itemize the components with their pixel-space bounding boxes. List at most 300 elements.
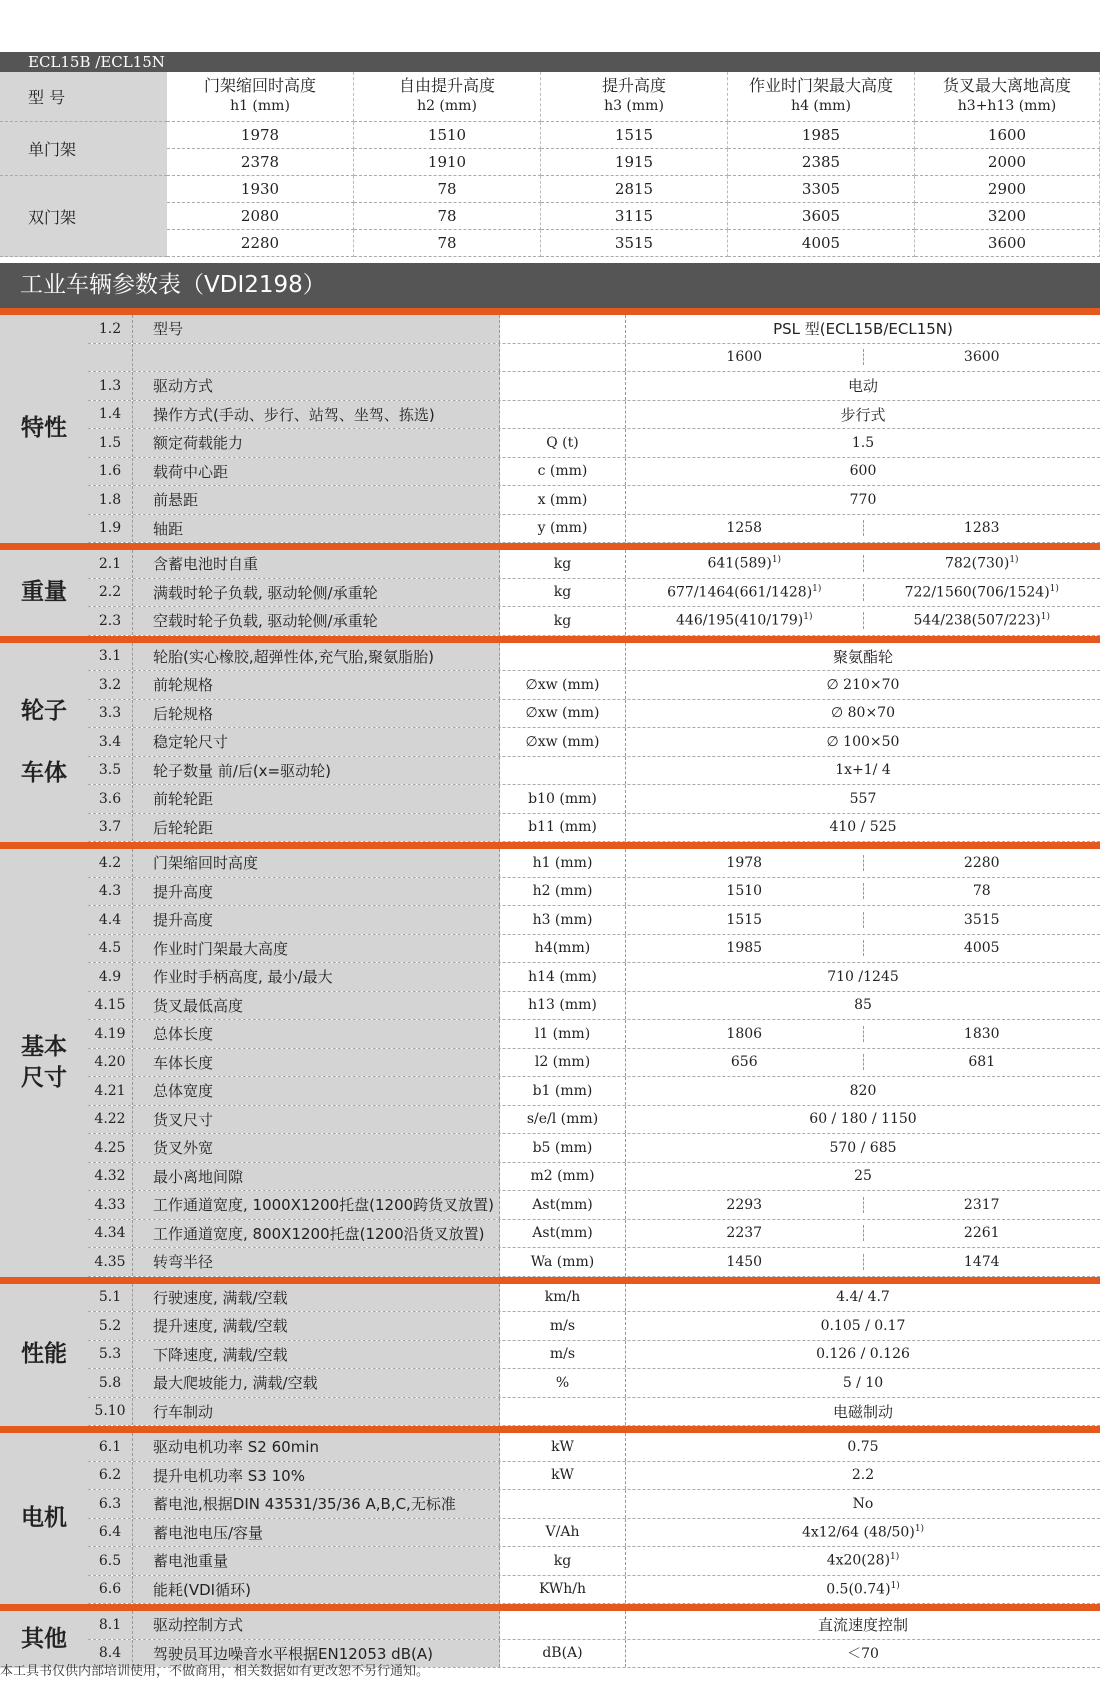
row-number: 4.34 bbox=[88, 1220, 133, 1248]
row-unit: l2 (mm) bbox=[500, 1049, 626, 1077]
row-number: 6.4 bbox=[88, 1519, 133, 1547]
row-value bbox=[626, 550, 1100, 578]
row-name: 最大爬坡能力, 满载/空载 bbox=[133, 1369, 500, 1397]
table-row bbox=[88, 849, 1100, 878]
value-cell: 4x12/64 $(48/50)^{1)}$ bbox=[801, 1523, 925, 1541]
value-cell: 聚氨酯轮 bbox=[832, 647, 893, 666]
value-cell: 570 / 685 bbox=[829, 1139, 897, 1156]
table-row bbox=[88, 344, 1100, 373]
mast-cell: 3600 bbox=[915, 230, 1100, 257]
row-value bbox=[626, 458, 1100, 486]
mast-column-header bbox=[728, 72, 915, 122]
row-name: 轮子数量 前/后(x=驱动轮) bbox=[133, 757, 500, 785]
row-value bbox=[626, 906, 1100, 934]
row-unit: y (mm) bbox=[500, 515, 626, 543]
row-number: 4.32 bbox=[88, 1163, 133, 1191]
row-number: 1.3 bbox=[88, 372, 133, 400]
value-cell: 2317 bbox=[963, 1196, 1000, 1213]
value-cell: $0.5(0.74)^{1)}$ bbox=[826, 1580, 900, 1598]
mast-cell: 3605 bbox=[728, 203, 915, 230]
value-cell: $544/238(507/223)^{1)}$ bbox=[913, 612, 1050, 630]
value-cell: 1x+1/ 4 bbox=[835, 762, 891, 779]
mast-column-header bbox=[167, 72, 354, 122]
row-unit bbox=[500, 1398, 626, 1426]
table-row bbox=[88, 935, 1100, 964]
row-value bbox=[626, 1576, 1100, 1604]
mast-column-title: 门架缩回时高度 bbox=[203, 76, 316, 95]
value-cell: $677/1464(661/1428)^{1)}$ bbox=[626, 584, 864, 601]
table-row bbox=[88, 728, 1100, 757]
table-row bbox=[88, 1547, 1100, 1576]
value-cell: 直流速度控制 bbox=[817, 1616, 908, 1635]
row-number: 4.20 bbox=[88, 1049, 133, 1077]
mast-column-title: 自由提升高度 bbox=[398, 76, 495, 95]
row-value bbox=[626, 372, 1100, 400]
row-name: 能耗(VDI循环) bbox=[133, 1576, 500, 1604]
row-unit bbox=[500, 315, 626, 343]
value-cell: 1830 bbox=[963, 1025, 1000, 1042]
mast-cell: 2378 bbox=[167, 149, 354, 176]
value-cell: 电动 bbox=[847, 377, 878, 396]
spec-section bbox=[0, 308, 1100, 543]
row-number: 4.3 bbox=[88, 878, 133, 906]
row-value bbox=[626, 1163, 1100, 1191]
row-number: 5.10 bbox=[88, 1398, 133, 1426]
row-value bbox=[626, 1398, 1100, 1426]
row-unit: V/Ah bbox=[500, 1519, 626, 1547]
row-name: 含蓄电池时自重 bbox=[133, 550, 500, 578]
value-cell: 2237 bbox=[626, 1225, 864, 1241]
row-name: 提升高度 bbox=[133, 878, 500, 906]
row-number: 1.4 bbox=[88, 401, 133, 429]
row-value bbox=[626, 1640, 1100, 1668]
value-pair bbox=[626, 1254, 1100, 1270]
value-pair bbox=[626, 883, 1100, 899]
value-cell: 步行式 bbox=[840, 405, 886, 424]
row-unit: Wa (mm) bbox=[500, 1248, 626, 1276]
mast-cell: 1978 bbox=[167, 122, 354, 149]
row-number: 3.6 bbox=[88, 785, 133, 813]
value-cell: 1600 bbox=[626, 349, 864, 365]
row-value bbox=[626, 1611, 1100, 1639]
value-cell: 25 bbox=[854, 1168, 872, 1185]
mast-grid bbox=[0, 72, 1100, 257]
value-pair bbox=[626, 940, 1100, 956]
table-row bbox=[88, 785, 1100, 814]
table-row bbox=[88, 671, 1100, 700]
table-row bbox=[88, 992, 1100, 1021]
row-value bbox=[626, 1077, 1100, 1105]
double-mast-label: 双门架 bbox=[0, 176, 167, 257]
footnote-mark: 1) bbox=[890, 1580, 900, 1591]
row-unit: b5 (mm) bbox=[500, 1134, 626, 1162]
row-number: 4.35 bbox=[88, 1248, 133, 1276]
footnote-mark: 1) bbox=[812, 583, 822, 594]
row-name: 驱动方式 bbox=[133, 372, 500, 400]
value-cell: 2261 bbox=[963, 1225, 1000, 1242]
value-cell: 电磁制动 bbox=[832, 1402, 893, 1421]
row-unit: s/e/l (mm) bbox=[500, 1106, 626, 1134]
row-value bbox=[626, 728, 1100, 756]
section-label: 性能 bbox=[0, 1284, 88, 1427]
value-cell: 770 bbox=[849, 491, 877, 508]
mast-column-unit: h4 (mm) bbox=[791, 98, 851, 114]
row-value bbox=[626, 1134, 1100, 1162]
value-cell: ＜70 bbox=[847, 1646, 879, 1663]
row-name: 额定荷载能力 bbox=[133, 429, 500, 457]
row-number: 6.2 bbox=[88, 1462, 133, 1490]
table-row bbox=[88, 1077, 1100, 1106]
table-row bbox=[88, 486, 1100, 515]
value-pair bbox=[626, 555, 1100, 572]
row-name: 总体长度 bbox=[133, 1020, 500, 1048]
row-name: 车体长度 bbox=[133, 1049, 500, 1077]
row-unit: x (mm) bbox=[500, 486, 626, 514]
row-number: 5.2 bbox=[88, 1312, 133, 1340]
row-number: 3.2 bbox=[88, 671, 133, 699]
table-row bbox=[88, 1248, 1100, 1277]
table-row bbox=[88, 700, 1100, 729]
row-name: 后轮轮距 bbox=[133, 814, 500, 842]
row-number: 6.6 bbox=[88, 1576, 133, 1604]
value-cell: 600 bbox=[849, 463, 877, 480]
mast-column-unit: h3 (mm) bbox=[604, 98, 664, 114]
row-number: 4.33 bbox=[88, 1191, 133, 1219]
mast-cell: 1915 bbox=[541, 149, 728, 176]
value-cell: ∅ 100×50 bbox=[826, 733, 900, 750]
row-value bbox=[626, 700, 1100, 728]
row-unit bbox=[500, 757, 626, 785]
row-name: 货叉最低高度 bbox=[133, 992, 500, 1020]
value-cell: $4x20(28)^{1)}$ bbox=[826, 1552, 900, 1570]
value-cell: 1978 bbox=[626, 855, 864, 871]
row-number: 4.22 bbox=[88, 1106, 133, 1134]
mast-column-title: 作业时门架最大高度 bbox=[748, 76, 893, 95]
row-name bbox=[133, 344, 500, 372]
value-cell: 0.75 bbox=[847, 1438, 879, 1455]
row-value bbox=[626, 579, 1100, 607]
value-cell: 1450 bbox=[626, 1254, 864, 1270]
mast-cell: 2385 bbox=[728, 149, 915, 176]
row-number bbox=[88, 344, 133, 372]
footnote-mark: 1) bbox=[803, 612, 813, 623]
mast-column-header bbox=[915, 72, 1100, 122]
row-name: 行驶速度, 满载/空载 bbox=[133, 1284, 500, 1312]
row-value bbox=[626, 814, 1100, 842]
mast-cell: 2080 bbox=[167, 203, 354, 230]
value-cell: 1258 bbox=[626, 520, 864, 536]
value-cell: 681 bbox=[968, 1054, 996, 1071]
row-unit: h2 (mm) bbox=[500, 878, 626, 906]
footnote-mark: 1) bbox=[1009, 555, 1019, 566]
value-cell: $641(589)^{1)}$ bbox=[626, 555, 864, 572]
table-row bbox=[88, 878, 1100, 907]
row-name: 行车制动 bbox=[133, 1398, 500, 1426]
mast-cell: 1910 bbox=[354, 149, 541, 176]
table-row bbox=[88, 1433, 1100, 1462]
value-cell: 820 bbox=[849, 1082, 877, 1099]
value-cell: 3515 bbox=[963, 911, 1000, 928]
table-row bbox=[88, 1191, 1100, 1220]
value-cell: 1.5 bbox=[851, 434, 875, 451]
value-cell: 656 bbox=[626, 1054, 864, 1070]
table-row bbox=[88, 1462, 1100, 1491]
row-unit: h4(mm) bbox=[500, 935, 626, 963]
row-unit: kg bbox=[500, 1547, 626, 1575]
row-unit: ∅xw (mm) bbox=[500, 671, 626, 699]
row-name: 前轮规格 bbox=[133, 671, 500, 699]
value-cell: 85 bbox=[854, 997, 872, 1014]
mast-cell: 3115 bbox=[541, 203, 728, 230]
row-value bbox=[626, 671, 1100, 699]
footnote-mark: 1) bbox=[771, 555, 782, 566]
row-name: 后轮规格 bbox=[133, 700, 500, 728]
row-value bbox=[626, 1248, 1100, 1276]
mast-cell: 2280 bbox=[167, 230, 354, 257]
row-value bbox=[626, 1462, 1100, 1490]
table-row bbox=[88, 1611, 1100, 1640]
section-label: 电机 bbox=[0, 1433, 88, 1604]
row-value bbox=[626, 878, 1100, 906]
row-number: 4.21 bbox=[88, 1077, 133, 1105]
row-number: 1.6 bbox=[88, 458, 133, 486]
row-name: 货叉外宽 bbox=[133, 1134, 500, 1162]
spec-section bbox=[0, 1604, 1100, 1668]
table-row bbox=[88, 1020, 1100, 1049]
value-pair bbox=[626, 1225, 1100, 1241]
spec-section bbox=[0, 1277, 1100, 1427]
spec-table bbox=[0, 308, 1100, 1668]
mast-column-unit: h2 (mm) bbox=[417, 98, 477, 114]
table-row bbox=[88, 1049, 1100, 1078]
spec-section bbox=[0, 543, 1100, 636]
mast-cell: 2815 bbox=[541, 176, 728, 203]
value-cell: 78 bbox=[972, 883, 991, 900]
table-row bbox=[88, 401, 1100, 430]
mast-column-title: 提升高度 bbox=[601, 76, 666, 95]
row-unit: ∅xw (mm) bbox=[500, 700, 626, 728]
mast-cell: 1515 bbox=[541, 122, 728, 149]
row-value bbox=[626, 963, 1100, 991]
mast-column-unit: h3+h13 (mm) bbox=[957, 98, 1057, 114]
row-value bbox=[626, 429, 1100, 457]
row-name: 轮胎(实心橡胶,超弹性体,充气胎,聚氨脂胎) bbox=[133, 643, 500, 671]
value-cell: 5 / 10 bbox=[842, 1374, 884, 1391]
table-row bbox=[88, 458, 1100, 487]
row-number: 4.9 bbox=[88, 963, 133, 991]
row-number: 8.1 bbox=[88, 1611, 133, 1639]
row-number: 1.9 bbox=[88, 515, 133, 543]
row-name: 总体宽度 bbox=[133, 1077, 500, 1105]
row-name: 工作通道宽度, 800X1200托盘(1200沿货叉放置) bbox=[133, 1220, 500, 1248]
footnote-mark: 1) bbox=[1040, 612, 1050, 623]
value-cell: $782(730)^{1)}$ bbox=[944, 555, 1019, 573]
row-unit: ∅xw (mm) bbox=[500, 728, 626, 756]
mast-column-header bbox=[541, 72, 728, 122]
row-unit: dB(A) bbox=[500, 1640, 626, 1668]
table-row bbox=[88, 1284, 1100, 1313]
row-name: 提升电机功率 S3 10% bbox=[133, 1462, 500, 1490]
section-label: 轮子 车体 bbox=[0, 643, 88, 843]
row-unit: l1 (mm) bbox=[500, 1020, 626, 1048]
row-value bbox=[626, 344, 1100, 372]
row-number: 8.4 bbox=[88, 1640, 133, 1668]
value-cell: 4005 bbox=[963, 940, 1000, 957]
mast-cell: 2900 bbox=[915, 176, 1100, 203]
row-unit bbox=[500, 643, 626, 671]
table-row bbox=[88, 1163, 1100, 1192]
row-value bbox=[626, 315, 1100, 343]
spec-section bbox=[0, 842, 1100, 1277]
row-unit: km/h bbox=[500, 1284, 626, 1312]
row-unit: h14 (mm) bbox=[500, 963, 626, 991]
row-number: 3.5 bbox=[88, 757, 133, 785]
row-number: 4.4 bbox=[88, 906, 133, 934]
row-unit: kg bbox=[500, 550, 626, 578]
row-name: 提升高度 bbox=[133, 906, 500, 934]
footnote-mark: 1) bbox=[890, 1552, 900, 1563]
row-value bbox=[626, 401, 1100, 429]
table-row bbox=[88, 1134, 1100, 1163]
value-cell: 0.126 / 0.126 bbox=[816, 1346, 910, 1363]
row-number: 2.2 bbox=[88, 579, 133, 607]
row-name: 下降速度, 满载/空载 bbox=[133, 1341, 500, 1369]
value-cell: $446/195(410/179)^{1)}$ bbox=[626, 612, 864, 629]
value-pair bbox=[626, 612, 1100, 629]
mast-cell: 2000 bbox=[915, 149, 1100, 176]
row-value bbox=[626, 1220, 1100, 1248]
row-unit: Ast(mm) bbox=[500, 1191, 626, 1219]
row-number: 5.1 bbox=[88, 1284, 133, 1312]
value-pair bbox=[626, 349, 1100, 365]
row-value bbox=[626, 1312, 1100, 1340]
row-value bbox=[626, 757, 1100, 785]
row-name: 工作通道宽度, 1000X1200托盘(1200跨货叉放置) bbox=[133, 1191, 500, 1219]
footnote-mark: 1) bbox=[914, 1523, 925, 1534]
mast-column-title: 货叉最大离地高度 bbox=[942, 76, 1071, 95]
row-number: 6.3 bbox=[88, 1490, 133, 1518]
value-pair bbox=[626, 1054, 1100, 1070]
row-name: 满载时轮子负载, 驱动轮侧/承重轮 bbox=[133, 579, 500, 607]
row-value bbox=[626, 1369, 1100, 1397]
row-name: 货叉尺寸 bbox=[133, 1106, 500, 1134]
row-name: 操作方式(手动、步行、站驾、坐驾、拣选) bbox=[133, 401, 500, 429]
row-unit bbox=[500, 1490, 626, 1518]
value-cell: PSL 型(ECL15B/ECL15N) bbox=[773, 320, 953, 339]
row-name: 作业时手柄高度, 最小/最大 bbox=[133, 963, 500, 991]
row-unit: h13 (mm) bbox=[500, 992, 626, 1020]
row-value bbox=[626, 1519, 1100, 1547]
model-label: 型 号 bbox=[0, 72, 167, 122]
table-row bbox=[88, 1220, 1100, 1249]
row-name: 蓄电池电压/容量 bbox=[133, 1519, 500, 1547]
row-value bbox=[626, 1020, 1100, 1048]
table-row bbox=[88, 1106, 1100, 1135]
table-row bbox=[88, 429, 1100, 458]
spec-section bbox=[0, 636, 1100, 843]
value-pair bbox=[626, 584, 1100, 601]
row-name: 提升速度, 满载/空载 bbox=[133, 1312, 500, 1340]
row-value bbox=[626, 1547, 1100, 1575]
row-unit: m2 (mm) bbox=[500, 1163, 626, 1191]
row-unit: kg bbox=[500, 607, 626, 635]
mast-column-unit: h1 (mm) bbox=[230, 98, 290, 114]
table-row bbox=[88, 1341, 1100, 1370]
table-row bbox=[88, 1519, 1100, 1548]
row-number: 4.25 bbox=[88, 1134, 133, 1162]
mast-cell: 1930 bbox=[167, 176, 354, 203]
table-row bbox=[88, 1312, 1100, 1341]
mast-cell: 3515 bbox=[541, 230, 728, 257]
value-cell: 2.2 bbox=[851, 1467, 875, 1484]
table-row bbox=[88, 814, 1100, 843]
row-unit bbox=[500, 1611, 626, 1639]
section-label: 重量 bbox=[0, 550, 88, 636]
row-number: 4.2 bbox=[88, 849, 133, 877]
mast-cell: 3305 bbox=[728, 176, 915, 203]
value-cell: 1806 bbox=[626, 1026, 864, 1042]
row-unit: KWh/h bbox=[500, 1576, 626, 1604]
row-number: 3.1 bbox=[88, 643, 133, 671]
section-label: 其他 bbox=[0, 1611, 88, 1668]
row-number: 5.3 bbox=[88, 1341, 133, 1369]
table-row bbox=[88, 515, 1100, 544]
row-value bbox=[626, 515, 1100, 543]
row-unit: b11 (mm) bbox=[500, 814, 626, 842]
row-name: 最小离地间隙 bbox=[133, 1163, 500, 1191]
mast-table bbox=[0, 52, 1100, 257]
table-row bbox=[88, 315, 1100, 344]
row-unit: h3 (mm) bbox=[500, 906, 626, 934]
table-row bbox=[88, 963, 1100, 992]
row-value bbox=[626, 643, 1100, 671]
row-number: 6.5 bbox=[88, 1547, 133, 1575]
value-cell: 1283 bbox=[963, 520, 1000, 537]
row-value bbox=[626, 1049, 1100, 1077]
row-number: 3.3 bbox=[88, 700, 133, 728]
mast-cell: 78 bbox=[354, 176, 541, 203]
spec-section bbox=[0, 1426, 1100, 1604]
row-number: 1.5 bbox=[88, 429, 133, 457]
mast-cell: 78 bbox=[354, 203, 541, 230]
table-row bbox=[88, 1490, 1100, 1519]
row-name: 轴距 bbox=[133, 515, 500, 543]
table-row bbox=[88, 372, 1100, 401]
row-value bbox=[626, 486, 1100, 514]
value-cell: 2293 bbox=[626, 1197, 864, 1213]
row-name: 转弯半径 bbox=[133, 1248, 500, 1276]
footer-note: 本工具书仅供内部培训使用，不做商用，相关数据如有更改恕不另行通知。 bbox=[0, 1664, 430, 1679]
row-unit: b10 (mm) bbox=[500, 785, 626, 813]
value-pair bbox=[626, 520, 1100, 536]
row-name: 载荷中心距 bbox=[133, 458, 500, 486]
row-value bbox=[626, 935, 1100, 963]
value-cell: 0.105 / 0.17 bbox=[820, 1317, 906, 1334]
row-value bbox=[626, 1433, 1100, 1461]
row-value bbox=[626, 992, 1100, 1020]
row-name: 作业时门架最大高度 bbox=[133, 935, 500, 963]
row-unit bbox=[500, 372, 626, 400]
value-cell: 60 / 180 / 1150 bbox=[809, 1111, 917, 1128]
row-unit bbox=[500, 401, 626, 429]
value-cell: No bbox=[852, 1495, 874, 1512]
mast-cell: 3200 bbox=[915, 203, 1100, 230]
row-unit: m/s bbox=[500, 1312, 626, 1340]
row-value bbox=[626, 1284, 1100, 1312]
mast-cell: 4005 bbox=[728, 230, 915, 257]
single-mast-label: 单门架 bbox=[0, 122, 167, 176]
table-row bbox=[88, 757, 1100, 786]
